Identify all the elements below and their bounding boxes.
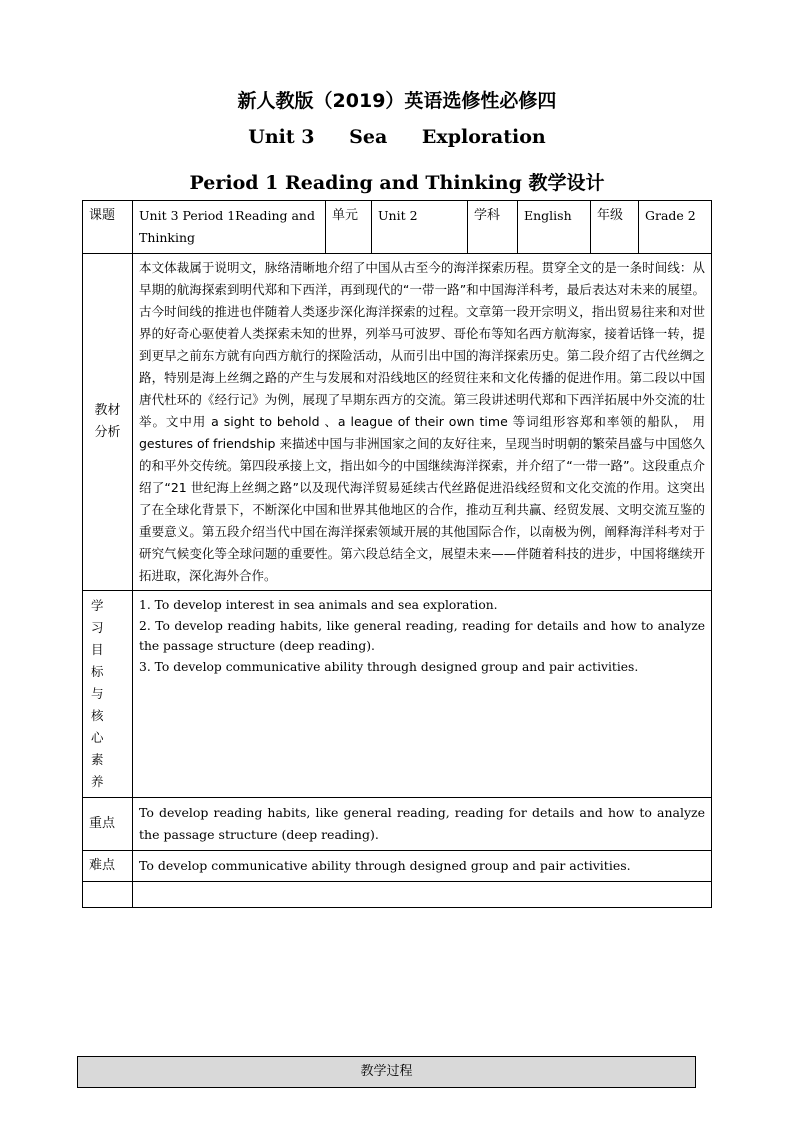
difficult-points-text: To develop communicative ability through designed group and pair activities. <box>133 851 712 882</box>
goals-label-line: 养 <box>91 774 114 789</box>
goals-label-line: 心 素 <box>91 730 114 767</box>
analysis-label <box>83 254 133 591</box>
empty-cell <box>133 882 712 908</box>
empty-row <box>83 882 712 908</box>
difficult-points-label: 难点 <box>83 851 133 882</box>
goals-row <box>83 591 712 798</box>
analysis-label-line1: 教材 <box>94 403 121 418</box>
document-title: 新人教版（2019）英语选修性必修四 <box>237 90 557 112</box>
grade-value: Grade 2 <box>639 201 712 254</box>
period-title: Period 1 Reading and Thinking 教学设计 <box>189 172 605 194</box>
analysis-row <box>83 254 712 591</box>
unit-number: Unit 3 <box>248 126 315 148</box>
unit-label: 单元 <box>326 201 372 254</box>
unit-word-exploration: Exploration <box>421 126 546 148</box>
goals-list <box>133 591 712 798</box>
grade-label: 年级 <box>591 201 639 254</box>
key-points-row <box>83 798 712 851</box>
goal-item: 1. To develop interest in sea animals and sea exploration. <box>139 598 498 612</box>
lesson-label: 课题 <box>83 201 133 254</box>
subject-label: 学科 <box>468 201 518 254</box>
goals-label-line: 目 标 <box>91 642 114 679</box>
subject-value: English <box>518 201 591 254</box>
difficult-points-row <box>83 851 712 882</box>
goals-label-line: 学 习 <box>91 598 114 635</box>
goal-item: 2. To develop reading habits, like general reading, reading for details and how to analyze the passage structure (deep reading). <box>139 618 705 653</box>
analysis-text: 本文体裁属于说明文，脉络清晰地介绍了中国从古至今的海洋探索历程。贯穿全文的是一条时间线：从早期的航海探索到明代郑和下西洋，再到现代的“一带一路”和中国海洋科考，最后表达对未来的展望。古今时间线的推进也伴随着人类逐步深化海洋探索的过程。文章第一段开宗明义，指出贸易往来和对世界的好奇心驱使着人类探索未知的世界，列举马可波罗、哥伦布等知名西方航海家，接着话锋一转，提到更早之前东方就有向西方航行的探险活动，从而引出中国的海洋探索历史。第二段介绍了古代丝绸之路，特别是海上丝绸之路的产生与发展和对沿线地区的经贸往来和文化传播的促进作用。第二段以中国唐代杜环的《经行记》为例，展现了早期东西方的交流。第三段讲述明代郑和下西洋拓展中外交流的壮举。文中用 a sight to behold 、a league of their own time 等词组形容郑和率领的船队， 用 gestures of friendship 来描述中国与非洲国家之间的友好往来，呈现当时明朝的繁荣昌盛与中国悠久的和平外交传统。第四段承接上文，指出如今的中国继续海洋探索，并介绍了“一带一路”。这段重点介绍了“21 世纪海上丝绸之路”以及现代海洋贸易延续古代丝路促进沿线经贸和文化交流的作用。这突出了在全球化背景下，不断深化中国和世界其他地区的合作，推动互利共赢、经贸发展、文明交流互鉴的重要意义。第五段介绍当代中国在海洋探索领域开展的其他国际合作，以南极为例，阐释海洋科考对于研究气候变化等全球问题的重要性。第六段总结全文，展望未来——伴随着科技的进步，中国将继续开拓进取，深化海外合作。 <box>133 254 712 591</box>
goal-item: 3. To develop communicative ability through designed group and pair activities. <box>139 659 639 674</box>
header-row <box>83 201 712 254</box>
goals-label-line: 与 核 <box>91 686 114 723</box>
teaching-process-header: 教学过程 <box>77 1056 696 1088</box>
key-points-text: To develop reading habits, like general reading, reading for details and how to analyze the passage structure (deep reading). <box>133 798 712 851</box>
key-points-label: 重点 <box>83 798 133 851</box>
goals-label <box>83 591 133 798</box>
unit-value: Unit 2 <box>372 201 468 254</box>
unit-word-sea: Sea <box>349 126 388 148</box>
lesson-info-table <box>82 200 712 908</box>
analysis-label-line2: 分析 <box>94 425 121 440</box>
lesson-value: Unit 3 Period 1Reading and Thinking <box>133 201 326 254</box>
empty-cell <box>83 882 133 908</box>
unit-title <box>0 126 794 148</box>
